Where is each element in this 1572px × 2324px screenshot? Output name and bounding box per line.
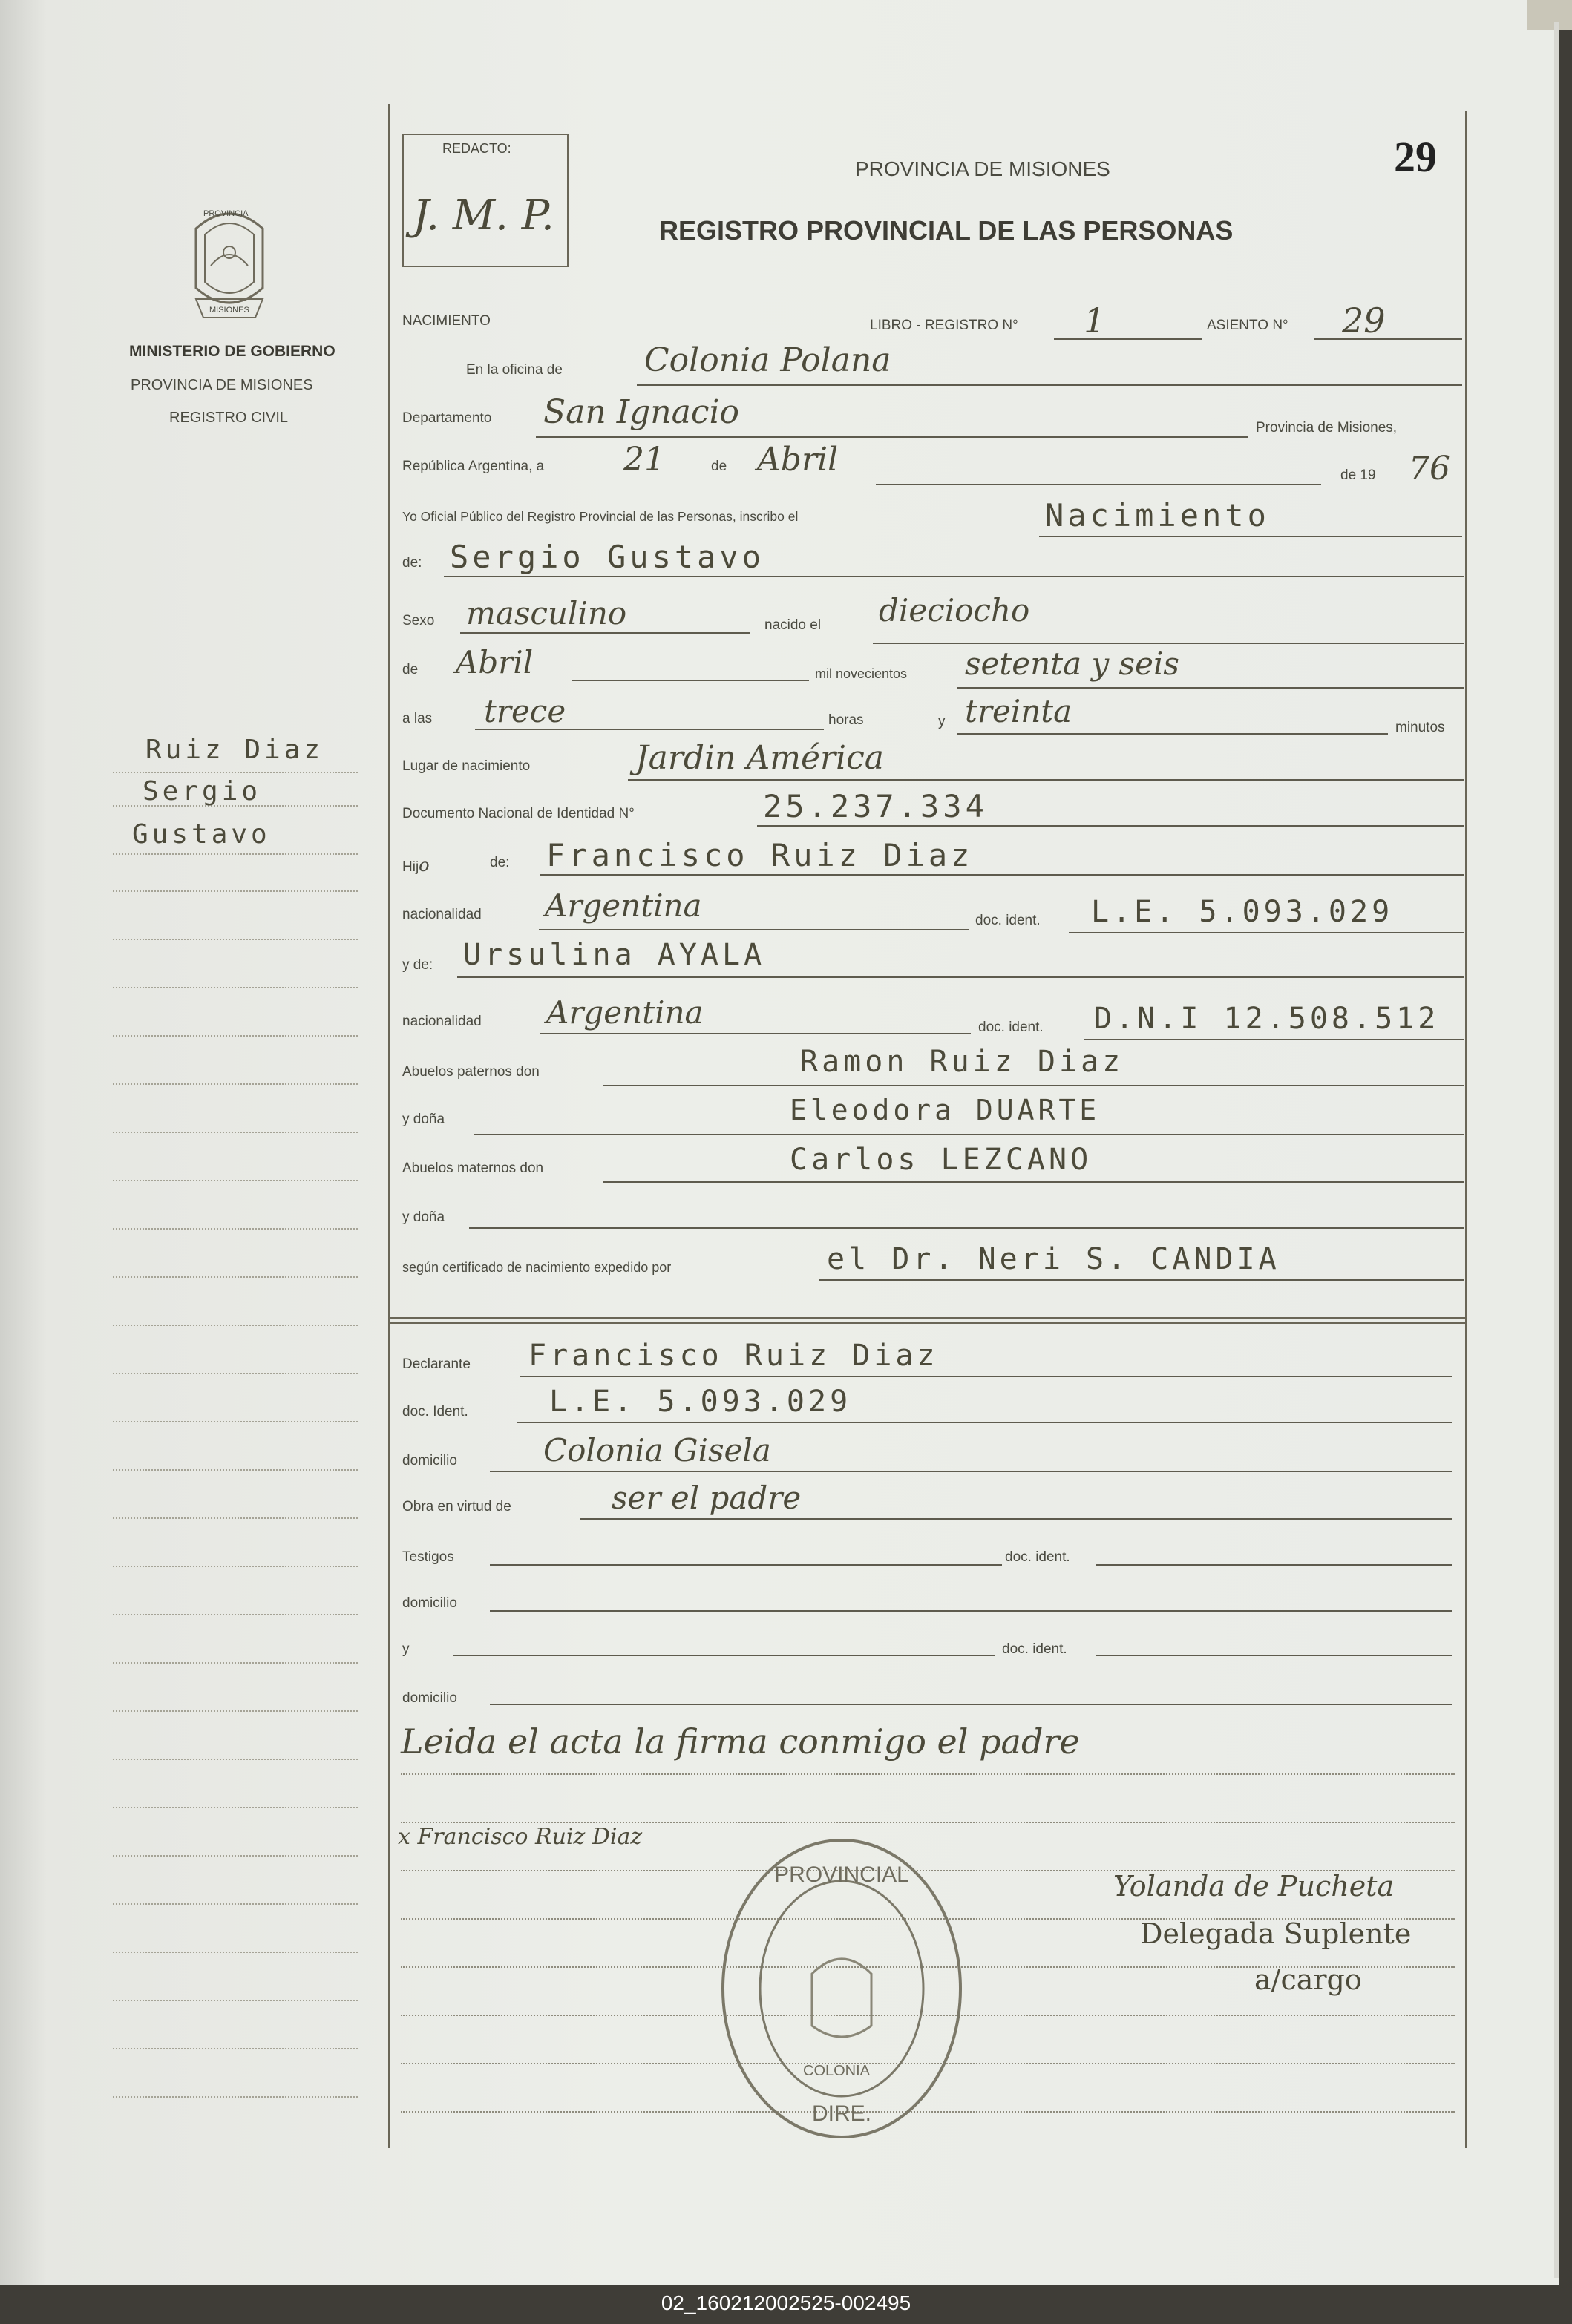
svg-text:DIRE.: DIRE.	[811, 2101, 872, 2126]
y2-label: y	[402, 1641, 410, 1657]
page-corner	[1527, 0, 1572, 30]
y2-docident-line	[1096, 1655, 1452, 1656]
ministry-province: PROVINCIA DE MISIONES	[131, 377, 313, 393]
section-label: NACIMIENTO	[402, 313, 491, 329]
margin-line	[113, 1710, 358, 1712]
testigos-docident-label: doc. ident.	[1005, 1549, 1070, 1565]
frame-divider-mid	[388, 1322, 1467, 1324]
margin-line	[113, 1180, 358, 1181]
certificado-label: según certificado de nacimiento expedido por	[402, 1260, 672, 1275]
oficina-label: En la oficina de	[466, 362, 563, 378]
horas-line	[475, 729, 824, 730]
province-heading: PROVINCIA DE MISIONES	[855, 157, 1110, 180]
margin-line	[113, 1373, 358, 1374]
registry-title: REGISTRO PROVINCIAL DE LAS PERSONAS	[659, 215, 1234, 246]
signature-father: x Francisco Ruiz Diaz	[398, 1824, 643, 1850]
ministry-title: MINISTERIO DE GOBIERNO	[129, 343, 335, 360]
abuela-mat-line	[469, 1227, 1464, 1229]
domicilio-label: domicilio	[402, 1453, 457, 1468]
svg-text:PROVINCIAL: PROVINCIAL	[774, 1862, 909, 1887]
domicilio-value: Colonia Gisela	[543, 1432, 771, 1468]
minutos-line	[957, 733, 1388, 735]
de-label: de	[711, 459, 727, 474]
obra-value: ser el padre	[612, 1480, 802, 1516]
hijo-prefix: Hij	[402, 859, 419, 875]
ydona2-label: y doña	[402, 1209, 445, 1225]
margin-line	[113, 1903, 358, 1905]
ydona-label: y doña	[402, 1112, 445, 1127]
sexo-value: masculino	[466, 595, 627, 631]
oficina-value: Colonia Polana	[644, 341, 891, 379]
page-edge	[1554, 22, 1559, 2278]
registry-stamp-icon	[715, 1833, 968, 2144]
padre-line	[540, 874, 1464, 876]
blank-line	[401, 1773, 1455, 1775]
testigos-domicilio-label: domicilio	[402, 1595, 457, 1611]
nacionalidad-padre: Argentina	[545, 887, 702, 924]
abuela-pat-line	[474, 1134, 1464, 1135]
margin-line	[113, 2000, 358, 2001]
lugar-value: Jardin América	[635, 739, 884, 777]
nacionalidad-padre-line	[539, 929, 969, 930]
certificado-value: el Dr. Neri S. CANDIA	[827, 1242, 1280, 1276]
declarante-line	[520, 1376, 1452, 1377]
de2-label: de:	[402, 555, 422, 571]
abuelo-pat-value: Ramon Ruiz Diaz	[800, 1045, 1124, 1079]
nombre-value: Sergio Gustavo	[450, 539, 765, 575]
y-label: y	[938, 714, 946, 729]
margin-line	[113, 2048, 358, 2049]
margin-line	[113, 939, 358, 940]
mes-value: Abril	[757, 441, 839, 479]
certificado-line	[819, 1279, 1464, 1281]
docident2-label: doc. ident.	[978, 1020, 1044, 1035]
margin-line	[113, 2096, 358, 2098]
footer-bar	[0, 2285, 1572, 2324]
asiento-value: 29	[1342, 301, 1386, 341]
asiento-label: ASIENTO N°	[1207, 318, 1288, 333]
oficial-line	[1039, 536, 1462, 537]
margin-line	[113, 1614, 358, 1615]
lugar-label: Lugar de nacimiento	[402, 758, 531, 774]
anio-value: 76	[1409, 450, 1450, 488]
anio-label: de 19	[1340, 467, 1376, 483]
nacido-line	[873, 643, 1464, 644]
nacido-value: dieciocho	[879, 592, 1030, 628]
nacionalidad-madre-line	[540, 1033, 971, 1034]
margin-line	[113, 1083, 358, 1085]
abuela-pat-value: Eleodora DUARTE	[790, 1094, 1101, 1126]
declarante-label: Declarante	[402, 1356, 471, 1372]
departamento-label: Departamento	[402, 410, 492, 426]
hijo-suffix: o	[419, 855, 430, 876]
horas-value: trece	[484, 693, 566, 729]
padre-value: Francisco Ruiz Diaz	[546, 837, 974, 873]
sexo-label: Sexo	[402, 613, 435, 628]
minutos-value: treinta	[965, 693, 1072, 729]
asiento-line	[1314, 338, 1462, 340]
de3-label: de	[402, 662, 419, 677]
margin-line	[113, 1807, 358, 1808]
doc-madre: D.N.I 12.508.512	[1094, 1002, 1440, 1036]
lugar-line	[628, 779, 1464, 781]
margin-line	[113, 987, 358, 988]
doc-madre-line	[1084, 1039, 1464, 1040]
testigos-docident-line	[1096, 1564, 1452, 1566]
dni-line	[757, 825, 1464, 827]
abuelo-pat-line	[603, 1085, 1464, 1086]
margin-line	[113, 1469, 358, 1471]
page-number: 29	[1394, 133, 1437, 181]
provincia-suffix: Provincia de Misiones,	[1256, 420, 1398, 436]
official-signature: Yolanda de Pucheta	[1113, 1870, 1395, 1903]
obra-label: Obra en virtud de	[402, 1499, 511, 1514]
madre-value: Ursulina AYALA	[463, 938, 766, 972]
y2-domicilio-line	[490, 1704, 1452, 1705]
seal-bottom-text: MISIONES	[209, 306, 249, 315]
nacionalidad-label: nacionalidad	[402, 907, 482, 922]
redacto-initials: J. M. P.	[413, 191, 554, 240]
mil-label: mil novecientos	[815, 666, 908, 681]
dia-value: 21	[623, 441, 665, 479]
nacionalidad2-label: nacionalidad	[402, 1014, 482, 1029]
alas-label: a las	[402, 711, 433, 726]
declarante-value: Francisco Ruiz Diaz	[528, 1339, 939, 1373]
libro-value: 1	[1084, 301, 1106, 341]
margin-line	[113, 1952, 358, 1953]
sexo-line	[460, 632, 750, 634]
oficina-line	[637, 384, 1462, 386]
stamp-inner-text: COLONIA	[803, 2063, 871, 2079]
testigos-domicilio-line	[490, 1610, 1452, 1612]
image-id: 02_160212002525-002495	[661, 2291, 911, 2314]
abuelo-mat-line	[603, 1181, 1464, 1183]
doc-padre: L.E. 5.093.029	[1091, 895, 1394, 929]
blank-line	[401, 1822, 1455, 1823]
testigos-line	[490, 1564, 1002, 1566]
doc-padre-line	[1069, 932, 1464, 933]
frame-right-line	[1465, 111, 1467, 2148]
frame-divider-top	[388, 1317, 1467, 1319]
dni-value: 25.237.334	[763, 788, 988, 824]
y2-docident-label: doc. ident.	[1002, 1641, 1067, 1657]
y2-line	[453, 1655, 995, 1656]
declarant-docident-label: doc. Ident.	[402, 1404, 468, 1419]
margin-line	[113, 1421, 358, 1422]
official-role: a/cargo	[1254, 1963, 1362, 1996]
obra-line	[580, 1518, 1452, 1520]
domicilio-line	[490, 1471, 1452, 1472]
declarant-docident-value: L.E. 5.093.029	[549, 1385, 852, 1419]
margin-line	[113, 1325, 358, 1326]
seal-top-text: PROVINCIA	[203, 209, 249, 218]
margin-note-name1: Sergio	[143, 776, 262, 807]
margin-line	[113, 890, 358, 892]
margin-line	[113, 1517, 358, 1519]
yde-label: y de:	[402, 957, 433, 973]
margin-line	[113, 1855, 358, 1857]
margin-line	[113, 1662, 358, 1664]
margin-note-name2: Gustavo	[132, 819, 271, 850]
margin-line	[113, 1566, 358, 1567]
margin-line	[113, 1276, 358, 1278]
mes2-line	[572, 680, 809, 681]
minutos-label: minutos	[1395, 720, 1445, 735]
departamento-value: San Ignacio	[543, 393, 740, 431]
testigos-label: Testigos	[402, 1549, 454, 1565]
margin-note-surname: Ruiz Diaz	[145, 735, 324, 765]
dni-label: Documento Nacional de Identidad N°	[402, 806, 635, 821]
nacido-label: nacido el	[764, 617, 822, 633]
departamento-line	[536, 436, 1248, 438]
declarant-docident-line	[517, 1422, 1452, 1423]
madre-line	[457, 976, 1464, 978]
abuelos-pat-label: Abuelos paternos don	[402, 1064, 540, 1080]
margin-line	[113, 853, 358, 855]
margin-line	[113, 1132, 358, 1133]
official-title: Delegada Suplente	[1140, 1917, 1412, 1950]
ministry-registry: REGISTRO CIVIL	[169, 410, 289, 426]
y2-domicilio-label: domicilio	[402, 1690, 457, 1706]
abuelos-mat-label: Abuelos maternos don	[402, 1161, 544, 1176]
docident-label: doc. ident.	[975, 913, 1041, 928]
closing-statement: Leida el acta la firma conmigo el padre	[401, 1721, 1080, 1762]
abuelo-mat-value: Carlos LEZCANO	[790, 1143, 1093, 1177]
hijo-label	[402, 855, 430, 876]
oficial-label: Yo Oficial Público del Registro Provincial de las Personas, inscribo el	[402, 509, 799, 524]
republica-label: República Argentina, a	[402, 459, 545, 474]
redacto-label: REDACTO:	[442, 141, 511, 156]
libro-label: LIBRO - REGISTRO N°	[870, 318, 1018, 333]
fecha-line	[876, 484, 1321, 485]
nacionalidad-madre: Argentina	[546, 994, 704, 1031]
libro-line	[1054, 338, 1202, 340]
anio-text-value: setenta y seis	[965, 646, 1179, 682]
margin-line	[113, 1035, 358, 1037]
frame-left-line	[388, 104, 390, 2148]
hijo-de-label: de:	[490, 855, 510, 870]
oficial-value: Nacimiento	[1045, 497, 1270, 534]
margin-line	[113, 1228, 358, 1230]
margin-line	[113, 772, 358, 773]
nombre-line	[444, 576, 1464, 577]
horas-label: horas	[828, 712, 864, 728]
mes2-value: Abril	[456, 644, 534, 680]
anio-text-line	[957, 687, 1464, 689]
margin-line	[113, 1759, 358, 1760]
